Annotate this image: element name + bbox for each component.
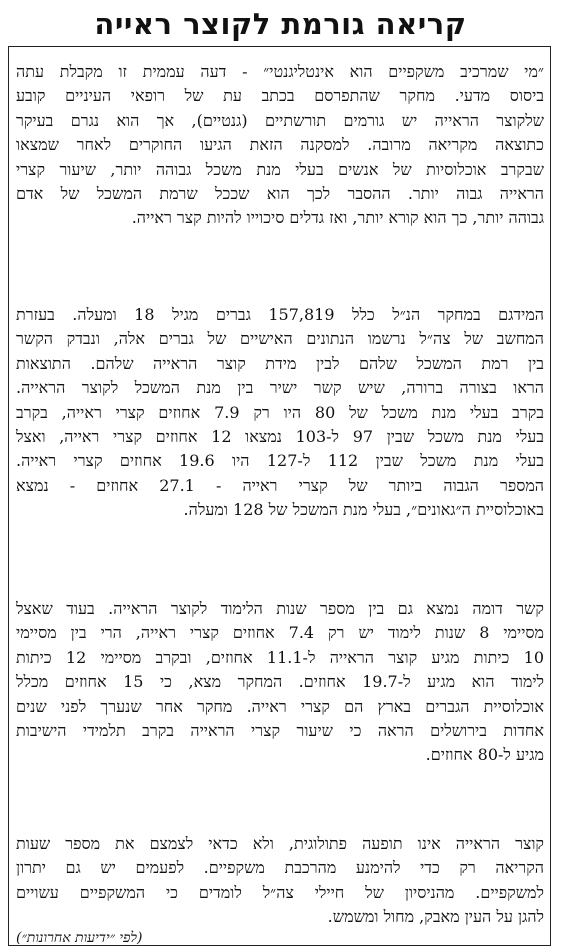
paragraph-line: שבקרב אוכלוסיות של אנשים בעלי מנת משכל גבוהה יותר, שיעור קצרי	[16, 159, 544, 179]
paragraph-line: באוכלוסיית ה״גאונים״, בעלי מנת המשכל של 128 ומעלה.	[183, 500, 544, 520]
paragraph-line: אחדות בירושלים הראה כי שיעור קצרי הראייה בקרב תלמידי הישיבות	[16, 721, 544, 741]
paragraph-line: לימוד הוא מגיע ל-19.7 אחוזים. המחקר מצא, כי 15 אחוזים מכלל	[16, 672, 544, 692]
paragraph-line: קוצר הראייה אינו תופעה פתולוגית, ולא כדאי לצמצם את מספר שעות	[16, 834, 544, 853]
paragraph-line: אוכלוסיית הגברים בארץ הם קצרי ראייה. מחקר אחר שנערך לפני שנים	[16, 696, 544, 716]
paragraph-line: שלקוצר הראייה יש גורמים תורשתיים (גנטיים), אך הוא נגרם בעיקר	[16, 110, 544, 130]
paragraph-2	[16, 303, 544, 523]
paragraph-line: ביסוס מדעי. מחקר שהתפרסם בכתב עת של רופאי העיניים קובע	[16, 86, 544, 106]
paragraph-line: המחשב של צה״ל נרשמו הנתונים האישיים של גברים אלה, ונבדק הקשר	[16, 329, 544, 349]
paragraph-line: גבוהה יותר, כך הוא קורא יותר, ואז גדלים סיכוייו להיות קצר ראייה.	[131, 208, 544, 228]
paragraph-line: מסיימי 8 שנות לימוד יש רק 7.4 אחוזים קצרי ראייה, הרי בין מסיימי	[16, 623, 544, 643]
paragraph-line: למשקפיים. מהניסיון של חיילי צה״ל לומדים כי המשקפיים עשויים	[16, 882, 544, 902]
paragraph-line: המספר הגבוה ביותר של קצרי ראייה - 27.1 אחוזים - נמצא	[16, 475, 544, 495]
paragraph-1	[16, 60, 544, 231]
paragraph-line: בעלי מנת משכל שבין 97 ל-103 נמצאו 12 אחוזים קצרי ראייה, ואצל	[16, 427, 544, 447]
paragraph-4	[16, 832, 544, 930]
paragraph-line: להגן על העין מאבק, מחול ומשמש.	[327, 907, 544, 927]
paragraph-line: בעלי מנת משכל שבין 112 ל-127 היו 19.6 אחוזים קצרי ראייה.	[16, 451, 544, 471]
paragraph-line: מגיע ל-80 אחוזים.	[425, 745, 544, 765]
paragraph-line: קשר דומה נמצא גם בין מספר שנות הלימוד לקוצר הראייה. בעוד שאצל	[16, 599, 544, 618]
paragraph-line: ״מי שמרכיב משקפיים הוא אינטליגנטי״ - דעה עממית זו מקבלת עתה	[16, 62, 544, 81]
paragraph-line: 10 כיתות מגיע קוצר הראייה ל-11.1 אחוזים, ובקרב מסיימי 12 כיתות	[16, 647, 544, 667]
paragraph-line: הראו בצורה ברורה, שיש קשר ישיר בין מנת המשכל לקוצר הראייה.	[16, 378, 544, 398]
paragraph-line: הקריאה רק כדי להימנע מהרכבת משקפיים. לפעמים יש גם יתרון	[16, 858, 544, 878]
paragraph-3	[16, 597, 544, 768]
paragraph-line: כתוצאה מקריאה מרובה. למסקנה הזאת הגיעו החוקרים לאחר שמצאו	[16, 135, 544, 155]
paragraph-line: המידגם במחקר הנ״ל כלל 157,819 גברים מגיל 18 ומעלה. בעזרת	[16, 305, 544, 324]
article-title: קריאה גורמת לקוצר ראייה	[94, 7, 467, 41]
paragraph-line: הראייה גבוה יותר. ההסבר לכך הוא שככל שרמת המשכל של אדם	[16, 184, 544, 204]
source-credit: (לפי ״ידיעות אחרונות״)	[16, 930, 143, 946]
paragraph-line: בין רמת המשכל שלהם לבין מידת קוצר הראייה שלהם. התוצאות	[16, 353, 544, 373]
paragraph-line: בקרב בעלי מנת משכל של 80 היו רק 7.9 אחוזים קצרי ראייה, בקרב	[16, 402, 544, 422]
